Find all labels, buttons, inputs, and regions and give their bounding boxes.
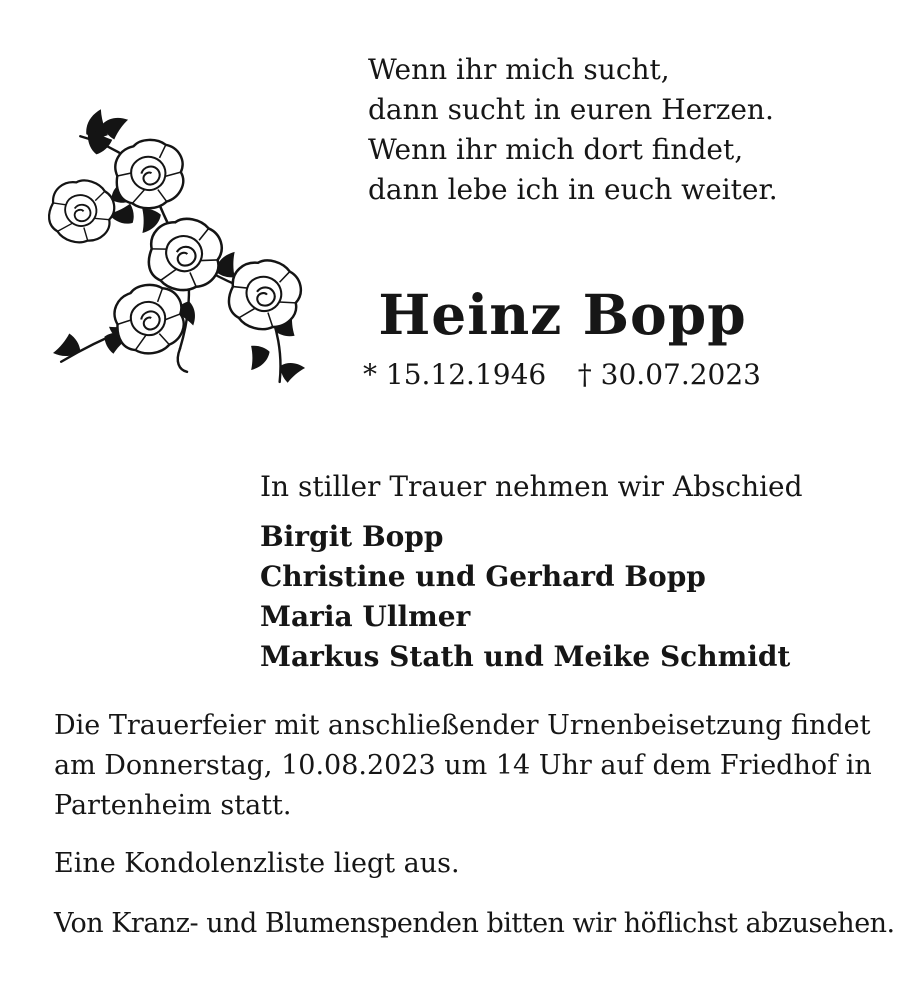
- mourner-name: Birgit Bopp: [260, 520, 444, 553]
- roses-vine-icon: [36, 102, 330, 396]
- mourner-name: Markus Stath und Meike Schmidt: [260, 640, 791, 673]
- deceased-name: Heinz Bopp: [378, 282, 747, 347]
- mourner-name: Maria Ullmer: [260, 600, 471, 633]
- mourners-list: [260, 517, 790, 677]
- mourning-intro: In stiller Trauer nehmen wir Abschied: [260, 470, 803, 503]
- mourner-name: Christine und Gerhard Bopp: [260, 560, 706, 593]
- life-dates: [363, 358, 761, 391]
- funeral-details: Die Trauerfeier mit anschließender Urnenbeisetzung findet am Donnerstag, 10.08.2023 um 14 Uhr auf dem Friedhof in Partenheim statt.: [54, 710, 872, 821]
- memorial-poem: [368, 50, 778, 210]
- birth-date: * 15.12.1946: [363, 358, 547, 391]
- poem-line: dann sucht in euren Herzen.: [368, 93, 774, 126]
- donation-note: Von Kranz- und Blumenspenden bitten wir höflichst abzusehen.: [54, 908, 895, 939]
- death-date: † 30.07.2023: [577, 358, 761, 391]
- poem-line: dann lebe ich in euch weiter.: [368, 173, 778, 206]
- condolence-note: Eine Kondolenzliste liegt aus.: [54, 848, 460, 879]
- poem-line: Wenn ihr mich dort findet,: [368, 133, 744, 166]
- poem-line: Wenn ihr mich sucht,: [368, 53, 670, 86]
